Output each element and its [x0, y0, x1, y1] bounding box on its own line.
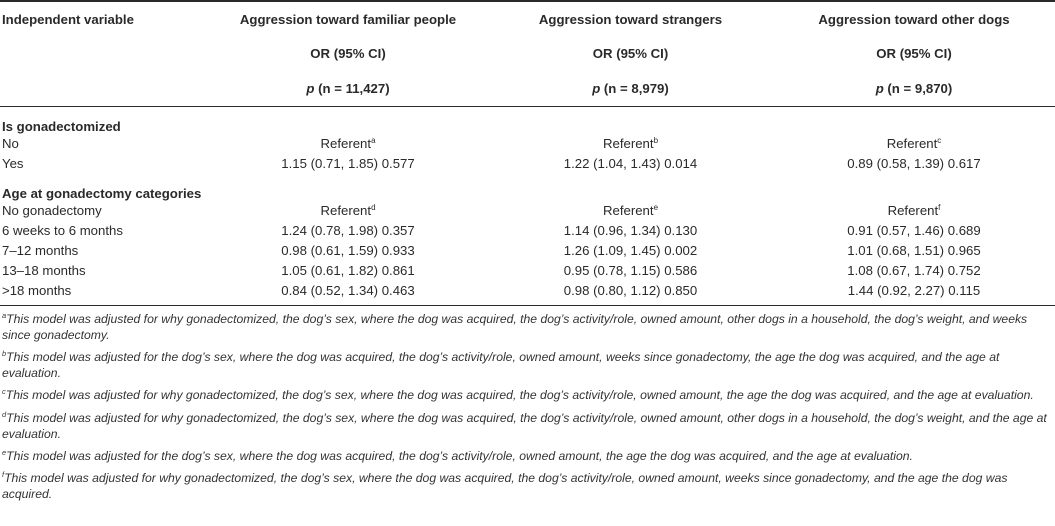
- footnote-text: This model was adjusted for why gonadectomized, the dog’s sex, where the dog was acquired, the dog’s activity/role, owned amount, other dogs in a household, the dog’s weight, and the age at evaluation.: [2, 410, 1047, 441]
- table-row: [0, 281, 1055, 301]
- footnote-mark: c: [2, 387, 6, 397]
- table-row: [0, 134, 1055, 154]
- row-label: No: [2, 136, 19, 151]
- section-title: Is gonadectomized: [2, 118, 121, 134]
- footnote-mark: b: [653, 136, 659, 145]
- header-col-stat: OR (95% CI): [592, 46, 669, 62]
- table-cell: 1.14 (0.96, 1.34) 0.130: [563, 223, 698, 238]
- table-header: [0, 2, 1055, 106]
- p-label: p: [306, 80, 315, 96]
- footnote-text: This model was adjusted for why gonadectomized, the dog’s sex, where the dog was acquired, the dog’s activity/role, owned amount, weeks since gonadectomy, and the age the dog was acquired.: [2, 471, 1008, 502]
- table-cell: 1.01 (0.68, 1.51) 0.965: [847, 243, 981, 258]
- n-label: (n = 8,979): [600, 80, 669, 96]
- footnote-mark: d: [2, 409, 7, 419]
- header-col-stat: OR (95% CI): [310, 46, 386, 62]
- footnote-text: This model was adjusted for the dog’s sex, where the dog was acquired, the dog’s activity/role, owned amount, weeks since gonadectomy, the age the dog was acquired, and the age at evaluation.: [2, 349, 1000, 381]
- footnote-text: This model was adjusted for why gonadectomized, the dog’s sex, where the dog was acquired, the dog’s activity/role, owned amount, other dogs in a household, the dog’s weight, and weeks since gonadectomy.: [2, 311, 1028, 342]
- footnote-mark: f: [938, 203, 941, 212]
- table-row: [0, 261, 1055, 281]
- p-label: p: [592, 80, 601, 96]
- n-label: (n = 9,870): [883, 80, 953, 96]
- row-label: 13–18 months: [2, 263, 86, 278]
- table-cell: 1.08 (0.67, 1.74) 0.752: [847, 263, 981, 278]
- table-row: [0, 154, 1055, 174]
- row-label: Yes: [2, 156, 24, 171]
- row-label: No gonadectomy: [2, 203, 102, 218]
- footnote-mark: a: [371, 136, 376, 145]
- table-row: [0, 201, 1055, 221]
- footnote: [2, 384, 1053, 403]
- table-cell: Referent$^f$: [887, 203, 941, 218]
- p-label: p: [875, 80, 884, 96]
- header-col-title: Aggression toward other dogs: [818, 11, 1010, 27]
- header-col-stat: OR (95% CI): [876, 46, 952, 62]
- footnote-mark: d: [371, 203, 376, 212]
- row-label: 6 weeks to 6 months: [2, 223, 123, 238]
- section-title: Age at gonadectomy categories: [2, 185, 202, 201]
- results-table: [0, 2, 1055, 301]
- footnote-mark: c: [937, 136, 942, 145]
- table-row: [0, 241, 1055, 261]
- table-cell: Referent$^e$: [602, 203, 659, 218]
- table-cell: 1.24 (0.78, 1.98) 0.357: [281, 223, 415, 238]
- table-cell: Referent$^c$: [886, 136, 942, 151]
- footnote: [2, 308, 1053, 343]
- footnote-text: This model was adjusted for the dog’s sex, where the dog was acquired, the dog’s activity/role, owned amount, the age the dog was acquired, and the age at evaluation.: [6, 448, 913, 463]
- table-cell: 0.91 (0.57, 1.46) 0.689: [847, 223, 981, 238]
- table-cell: 0.98 (0.80, 1.12) 0.850: [563, 283, 698, 298]
- table-cell: 0.84 (0.52, 1.34) 0.463: [281, 283, 415, 298]
- row-label: 7–12 months: [2, 243, 79, 258]
- table-cell: 0.98 (0.61, 1.59) 0.933: [281, 243, 415, 258]
- header-empty: [0, 37, 208, 72]
- footnote: [2, 407, 1053, 442]
- header-col-title: Aggression toward strangers: [538, 11, 723, 27]
- header-col-n: [208, 71, 488, 106]
- footnote: [2, 445, 1053, 464]
- footnote-mark: a: [2, 310, 7, 320]
- header-col-title: Aggression toward familiar people: [239, 11, 457, 27]
- table-cell: Referent$^d$: [320, 203, 376, 218]
- table-body: [0, 106, 1055, 301]
- table-cell: 1.26 (1.09, 1.45) 0.002: [563, 243, 698, 258]
- header-empty: [0, 71, 208, 106]
- table-cell: 0.95 (0.78, 1.15) 0.586: [563, 263, 698, 278]
- header-independent-variable: Independent variable: [2, 11, 134, 27]
- header-col-n: [488, 71, 773, 106]
- footnote: [2, 346, 1053, 381]
- footnote: [2, 467, 1053, 502]
- n-label: (n = 11,427): [314, 80, 390, 96]
- footnote-text: This model was adjusted for why gonadectomized, the dog’s sex, where the dog was acquired, the dog’s activity/role, owned amount, the age the dog was acquired, and the age at evaluation.: [5, 388, 1034, 403]
- table-cell: 1.22 (1.04, 1.43) 0.014: [563, 156, 698, 171]
- table-cell: Referent$^a$: [320, 136, 376, 151]
- footnote-mark: e: [653, 203, 659, 212]
- table-cell: 1.44 (0.92, 2.27) 0.115: [847, 283, 981, 298]
- footnote-mark: e: [2, 447, 7, 457]
- row-label: >18 months: [2, 283, 72, 298]
- footnote-mark: f: [2, 470, 5, 480]
- table-cell: Referent$^b$: [602, 136, 659, 151]
- table-row: [0, 221, 1055, 241]
- table-cell: 1.15 (0.71, 1.85) 0.577: [281, 156, 415, 171]
- footnote-mark: b: [2, 348, 7, 358]
- table-cell: 1.05 (0.61, 1.82) 0.861: [281, 263, 415, 278]
- header-col-n: [773, 71, 1055, 106]
- footnotes: [0, 306, 1055, 503]
- table-cell: 0.89 (0.58, 1.39) 0.617: [847, 156, 981, 171]
